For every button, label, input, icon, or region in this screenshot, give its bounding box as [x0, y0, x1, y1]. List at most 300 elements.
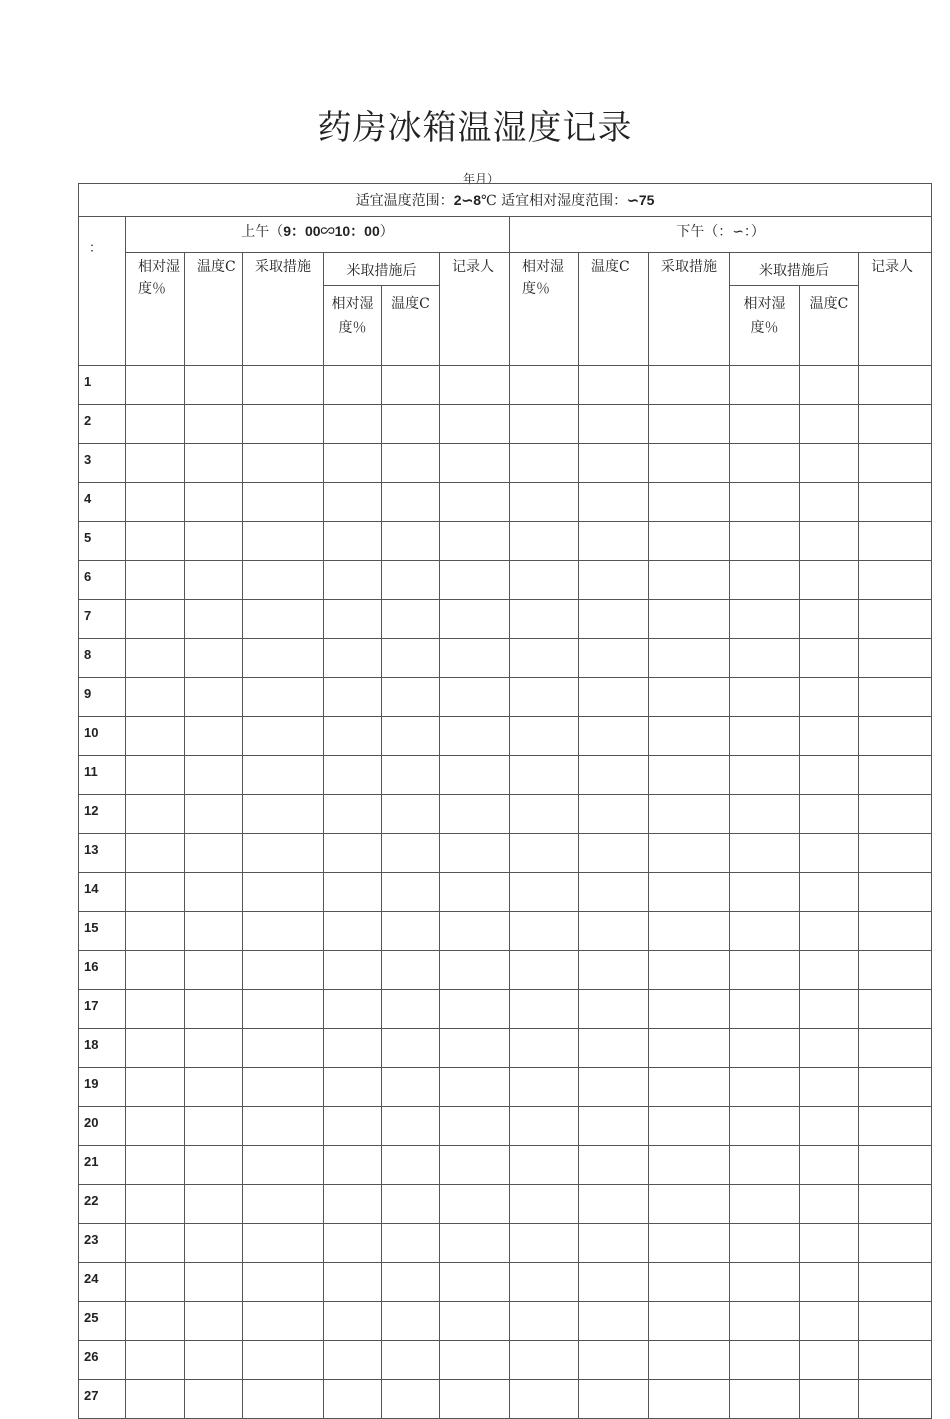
entry-cell[interactable] [730, 912, 800, 951]
entry-cell[interactable] [730, 951, 800, 990]
entry-cell[interactable] [730, 678, 800, 717]
entry-cell[interactable] [859, 951, 932, 990]
entry-cell[interactable] [510, 1263, 579, 1302]
entry-cell[interactable] [579, 912, 649, 951]
entry-cell[interactable] [649, 951, 730, 990]
entry-cell[interactable] [579, 639, 649, 678]
entry-cell[interactable] [324, 366, 382, 405]
entry-cell[interactable] [185, 678, 243, 717]
entry-cell[interactable] [579, 678, 649, 717]
entry-cell[interactable] [243, 1107, 324, 1146]
entry-cell[interactable] [126, 756, 185, 795]
entry-cell[interactable] [800, 1302, 859, 1341]
entry-cell[interactable] [730, 1146, 800, 1185]
entry-cell[interactable] [510, 1224, 579, 1263]
entry-cell[interactable] [730, 1263, 800, 1302]
entry-cell[interactable] [859, 405, 932, 444]
entry-cell[interactable] [324, 912, 382, 951]
entry-cell[interactable] [649, 912, 730, 951]
entry-cell[interactable] [126, 912, 185, 951]
entry-cell[interactable] [649, 1068, 730, 1107]
entry-cell[interactable] [579, 1068, 649, 1107]
entry-cell[interactable] [243, 483, 324, 522]
entry-cell[interactable] [382, 795, 440, 834]
entry-cell[interactable] [382, 951, 440, 990]
entry-cell[interactable] [243, 1302, 324, 1341]
entry-cell[interactable] [859, 561, 932, 600]
entry-cell[interactable] [324, 795, 382, 834]
entry-cell[interactable] [510, 444, 579, 483]
entry-cell[interactable] [730, 795, 800, 834]
entry-cell[interactable] [649, 639, 730, 678]
entry-cell[interactable] [510, 405, 579, 444]
entry-cell[interactable] [126, 600, 185, 639]
entry-cell[interactable] [382, 990, 440, 1029]
entry-cell[interactable] [510, 1185, 579, 1224]
entry-cell[interactable] [243, 990, 324, 1029]
entry-cell[interactable] [185, 795, 243, 834]
entry-cell[interactable] [859, 600, 932, 639]
entry-cell[interactable] [324, 600, 382, 639]
entry-cell[interactable] [649, 834, 730, 873]
entry-cell[interactable] [126, 1068, 185, 1107]
entry-cell[interactable] [579, 873, 649, 912]
entry-cell[interactable] [510, 366, 579, 405]
entry-cell[interactable] [649, 717, 730, 756]
entry-cell[interactable] [649, 600, 730, 639]
entry-cell[interactable] [579, 1380, 649, 1419]
entry-cell[interactable] [243, 522, 324, 561]
entry-cell[interactable] [324, 990, 382, 1029]
entry-cell[interactable] [579, 1107, 649, 1146]
entry-cell[interactable] [649, 405, 730, 444]
entry-cell[interactable] [730, 1224, 800, 1263]
entry-cell[interactable] [579, 1302, 649, 1341]
entry-cell[interactable] [440, 678, 510, 717]
entry-cell[interactable] [800, 912, 859, 951]
entry-cell[interactable] [185, 756, 243, 795]
entry-cell[interactable] [243, 1341, 324, 1380]
entry-cell[interactable] [510, 483, 579, 522]
entry-cell[interactable] [243, 366, 324, 405]
entry-cell[interactable] [243, 951, 324, 990]
entry-cell[interactable] [730, 1068, 800, 1107]
entry-cell[interactable] [859, 483, 932, 522]
entry-cell[interactable] [730, 561, 800, 600]
entry-cell[interactable] [243, 1068, 324, 1107]
entry-cell[interactable] [859, 873, 932, 912]
entry-cell[interactable] [382, 561, 440, 600]
entry-cell[interactable] [185, 912, 243, 951]
entry-cell[interactable] [859, 834, 932, 873]
entry-cell[interactable] [440, 795, 510, 834]
entry-cell[interactable] [800, 483, 859, 522]
entry-cell[interactable] [730, 1302, 800, 1341]
entry-cell[interactable] [243, 834, 324, 873]
entry-cell[interactable] [440, 1224, 510, 1263]
entry-cell[interactable] [730, 405, 800, 444]
entry-cell[interactable] [859, 444, 932, 483]
entry-cell[interactable] [510, 600, 579, 639]
entry-cell[interactable] [185, 1302, 243, 1341]
entry-cell[interactable] [510, 1341, 579, 1380]
entry-cell[interactable] [243, 1263, 324, 1302]
entry-cell[interactable] [382, 1146, 440, 1185]
entry-cell[interactable] [800, 834, 859, 873]
entry-cell[interactable] [440, 1185, 510, 1224]
entry-cell[interactable] [324, 1029, 382, 1068]
entry-cell[interactable] [126, 1146, 185, 1185]
entry-cell[interactable] [243, 717, 324, 756]
entry-cell[interactable] [649, 522, 730, 561]
entry-cell[interactable] [185, 600, 243, 639]
entry-cell[interactable] [800, 1068, 859, 1107]
entry-cell[interactable] [730, 717, 800, 756]
entry-cell[interactable] [800, 1107, 859, 1146]
entry-cell[interactable] [800, 1341, 859, 1380]
entry-cell[interactable] [649, 1185, 730, 1224]
entry-cell[interactable] [126, 639, 185, 678]
entry-cell[interactable] [649, 1146, 730, 1185]
entry-cell[interactable] [579, 561, 649, 600]
entry-cell[interactable] [440, 639, 510, 678]
entry-cell[interactable] [579, 600, 649, 639]
entry-cell[interactable] [126, 561, 185, 600]
entry-cell[interactable] [243, 444, 324, 483]
entry-cell[interactable] [440, 561, 510, 600]
entry-cell[interactable] [800, 717, 859, 756]
entry-cell[interactable] [324, 717, 382, 756]
entry-cell[interactable] [730, 366, 800, 405]
entry-cell[interactable] [510, 639, 579, 678]
entry-cell[interactable] [859, 990, 932, 1029]
entry-cell[interactable] [649, 1380, 730, 1419]
entry-cell[interactable] [440, 1302, 510, 1341]
entry-cell[interactable] [800, 1029, 859, 1068]
entry-cell[interactable] [243, 1224, 324, 1263]
entry-cell[interactable] [859, 1302, 932, 1341]
entry-cell[interactable] [324, 1146, 382, 1185]
entry-cell[interactable] [510, 834, 579, 873]
entry-cell[interactable] [859, 1341, 932, 1380]
entry-cell[interactable] [440, 405, 510, 444]
entry-cell[interactable] [440, 444, 510, 483]
entry-cell[interactable] [510, 756, 579, 795]
entry-cell[interactable] [730, 600, 800, 639]
entry-cell[interactable] [185, 1107, 243, 1146]
entry-cell[interactable] [730, 639, 800, 678]
entry-cell[interactable] [800, 639, 859, 678]
entry-cell[interactable] [579, 405, 649, 444]
entry-cell[interactable] [800, 600, 859, 639]
entry-cell[interactable] [324, 1380, 382, 1419]
entry-cell[interactable] [324, 1302, 382, 1341]
entry-cell[interactable] [382, 444, 440, 483]
entry-cell[interactable] [185, 1029, 243, 1068]
entry-cell[interactable] [859, 1185, 932, 1224]
entry-cell[interactable] [324, 1341, 382, 1380]
entry-cell[interactable] [324, 756, 382, 795]
entry-cell[interactable] [243, 639, 324, 678]
entry-cell[interactable] [859, 717, 932, 756]
entry-cell[interactable] [185, 444, 243, 483]
entry-cell[interactable] [126, 1029, 185, 1068]
entry-cell[interactable] [243, 1185, 324, 1224]
entry-cell[interactable] [579, 756, 649, 795]
entry-cell[interactable] [185, 1224, 243, 1263]
entry-cell[interactable] [382, 1341, 440, 1380]
entry-cell[interactable] [243, 795, 324, 834]
entry-cell[interactable] [649, 444, 730, 483]
entry-cell[interactable] [510, 1068, 579, 1107]
entry-cell[interactable] [859, 1029, 932, 1068]
entry-cell[interactable] [126, 522, 185, 561]
entry-cell[interactable] [126, 717, 185, 756]
entry-cell[interactable] [579, 522, 649, 561]
entry-cell[interactable] [126, 1263, 185, 1302]
entry-cell[interactable] [859, 1107, 932, 1146]
entry-cell[interactable] [440, 522, 510, 561]
entry-cell[interactable] [126, 1341, 185, 1380]
entry-cell[interactable] [126, 444, 185, 483]
entry-cell[interactable] [185, 639, 243, 678]
entry-cell[interactable] [800, 873, 859, 912]
entry-cell[interactable] [800, 1185, 859, 1224]
entry-cell[interactable] [800, 951, 859, 990]
entry-cell[interactable] [382, 717, 440, 756]
entry-cell[interactable] [730, 1107, 800, 1146]
entry-cell[interactable] [579, 717, 649, 756]
entry-cell[interactable] [185, 1263, 243, 1302]
entry-cell[interactable] [185, 1380, 243, 1419]
entry-cell[interactable] [382, 1185, 440, 1224]
entry-cell[interactable] [382, 366, 440, 405]
entry-cell[interactable] [510, 873, 579, 912]
entry-cell[interactable] [579, 366, 649, 405]
entry-cell[interactable] [730, 444, 800, 483]
entry-cell[interactable] [185, 1341, 243, 1380]
entry-cell[interactable] [440, 1068, 510, 1107]
entry-cell[interactable] [730, 1380, 800, 1419]
entry-cell[interactable] [859, 366, 932, 405]
entry-cell[interactable] [649, 1263, 730, 1302]
entry-cell[interactable] [800, 756, 859, 795]
entry-cell[interactable] [382, 1107, 440, 1146]
entry-cell[interactable] [730, 756, 800, 795]
entry-cell[interactable] [324, 444, 382, 483]
entry-cell[interactable] [126, 678, 185, 717]
entry-cell[interactable] [859, 678, 932, 717]
entry-cell[interactable] [324, 1224, 382, 1263]
entry-cell[interactable] [440, 1380, 510, 1419]
entry-cell[interactable] [649, 1107, 730, 1146]
entry-cell[interactable] [382, 834, 440, 873]
entry-cell[interactable] [382, 405, 440, 444]
entry-cell[interactable] [649, 795, 730, 834]
entry-cell[interactable] [440, 873, 510, 912]
entry-cell[interactable] [440, 1146, 510, 1185]
entry-cell[interactable] [185, 405, 243, 444]
entry-cell[interactable] [382, 756, 440, 795]
entry-cell[interactable] [859, 1380, 932, 1419]
entry-cell[interactable] [649, 1302, 730, 1341]
entry-cell[interactable] [649, 873, 730, 912]
entry-cell[interactable] [185, 990, 243, 1029]
entry-cell[interactable] [440, 1029, 510, 1068]
entry-cell[interactable] [243, 600, 324, 639]
entry-cell[interactable] [800, 1146, 859, 1185]
entry-cell[interactable] [243, 912, 324, 951]
entry-cell[interactable] [382, 522, 440, 561]
entry-cell[interactable] [185, 561, 243, 600]
entry-cell[interactable] [859, 1146, 932, 1185]
entry-cell[interactable] [859, 795, 932, 834]
entry-cell[interactable] [382, 912, 440, 951]
entry-cell[interactable] [800, 678, 859, 717]
entry-cell[interactable] [649, 366, 730, 405]
entry-cell[interactable] [800, 1380, 859, 1419]
entry-cell[interactable] [579, 1341, 649, 1380]
entry-cell[interactable] [510, 678, 579, 717]
entry-cell[interactable] [126, 834, 185, 873]
entry-cell[interactable] [126, 1107, 185, 1146]
entry-cell[interactable] [185, 366, 243, 405]
entry-cell[interactable] [440, 366, 510, 405]
entry-cell[interactable] [859, 1224, 932, 1263]
entry-cell[interactable] [185, 1146, 243, 1185]
entry-cell[interactable] [126, 366, 185, 405]
entry-cell[interactable] [185, 522, 243, 561]
entry-cell[interactable] [859, 756, 932, 795]
entry-cell[interactable] [440, 717, 510, 756]
entry-cell[interactable] [800, 561, 859, 600]
entry-cell[interactable] [510, 522, 579, 561]
entry-cell[interactable] [382, 600, 440, 639]
entry-cell[interactable] [382, 639, 440, 678]
entry-cell[interactable] [440, 756, 510, 795]
entry-cell[interactable] [440, 990, 510, 1029]
entry-cell[interactable] [324, 1185, 382, 1224]
entry-cell[interactable] [859, 1263, 932, 1302]
entry-cell[interactable] [243, 873, 324, 912]
entry-cell[interactable] [126, 1224, 185, 1263]
entry-cell[interactable] [649, 1029, 730, 1068]
entry-cell[interactable] [382, 1380, 440, 1419]
entry-cell[interactable] [800, 1224, 859, 1263]
entry-cell[interactable] [649, 483, 730, 522]
entry-cell[interactable] [243, 405, 324, 444]
entry-cell[interactable] [440, 1263, 510, 1302]
entry-cell[interactable] [324, 1068, 382, 1107]
entry-cell[interactable] [324, 678, 382, 717]
entry-cell[interactable] [324, 834, 382, 873]
entry-cell[interactable] [382, 678, 440, 717]
entry-cell[interactable] [730, 1029, 800, 1068]
entry-cell[interactable] [126, 795, 185, 834]
entry-cell[interactable] [510, 912, 579, 951]
entry-cell[interactable] [859, 639, 932, 678]
entry-cell[interactable] [440, 1341, 510, 1380]
entry-cell[interactable] [730, 522, 800, 561]
entry-cell[interactable] [324, 483, 382, 522]
entry-cell[interactable] [800, 1263, 859, 1302]
entry-cell[interactable] [126, 1302, 185, 1341]
entry-cell[interactable] [126, 990, 185, 1029]
entry-cell[interactable] [440, 951, 510, 990]
entry-cell[interactable] [126, 405, 185, 444]
entry-cell[interactable] [730, 1341, 800, 1380]
entry-cell[interactable] [510, 951, 579, 990]
entry-cell[interactable] [579, 795, 649, 834]
entry-cell[interactable] [800, 405, 859, 444]
entry-cell[interactable] [126, 483, 185, 522]
entry-cell[interactable] [324, 873, 382, 912]
entry-cell[interactable] [649, 1224, 730, 1263]
entry-cell[interactable] [510, 1107, 579, 1146]
entry-cell[interactable] [579, 990, 649, 1029]
entry-cell[interactable] [440, 1107, 510, 1146]
entry-cell[interactable] [649, 1341, 730, 1380]
entry-cell[interactable] [730, 1185, 800, 1224]
entry-cell[interactable] [324, 639, 382, 678]
entry-cell[interactable] [510, 1146, 579, 1185]
entry-cell[interactable] [382, 1263, 440, 1302]
entry-cell[interactable] [579, 834, 649, 873]
entry-cell[interactable] [382, 1224, 440, 1263]
entry-cell[interactable] [730, 834, 800, 873]
entry-cell[interactable] [649, 756, 730, 795]
entry-cell[interactable] [324, 561, 382, 600]
entry-cell[interactable] [382, 483, 440, 522]
entry-cell[interactable] [126, 1185, 185, 1224]
entry-cell[interactable] [243, 1029, 324, 1068]
entry-cell[interactable] [382, 1302, 440, 1341]
entry-cell[interactable] [440, 912, 510, 951]
entry-cell[interactable] [579, 1263, 649, 1302]
entry-cell[interactable] [185, 1068, 243, 1107]
entry-cell[interactable] [126, 1380, 185, 1419]
entry-cell[interactable] [800, 795, 859, 834]
entry-cell[interactable] [800, 366, 859, 405]
entry-cell[interactable] [649, 561, 730, 600]
entry-cell[interactable] [324, 1107, 382, 1146]
entry-cell[interactable] [859, 522, 932, 561]
entry-cell[interactable] [185, 834, 243, 873]
entry-cell[interactable] [243, 678, 324, 717]
entry-cell[interactable] [185, 951, 243, 990]
entry-cell[interactable] [510, 717, 579, 756]
entry-cell[interactable] [440, 600, 510, 639]
entry-cell[interactable] [859, 912, 932, 951]
entry-cell[interactable] [730, 990, 800, 1029]
entry-cell[interactable] [324, 1263, 382, 1302]
entry-cell[interactable] [649, 990, 730, 1029]
entry-cell[interactable] [510, 561, 579, 600]
entry-cell[interactable] [185, 1185, 243, 1224]
entry-cell[interactable] [579, 444, 649, 483]
entry-cell[interactable] [579, 1146, 649, 1185]
entry-cell[interactable] [649, 678, 730, 717]
entry-cell[interactable] [579, 483, 649, 522]
entry-cell[interactable] [579, 1224, 649, 1263]
entry-cell[interactable] [440, 483, 510, 522]
entry-cell[interactable] [730, 483, 800, 522]
entry-cell[interactable] [510, 1380, 579, 1419]
entry-cell[interactable] [243, 1146, 324, 1185]
entry-cell[interactable] [579, 951, 649, 990]
entry-cell[interactable] [800, 522, 859, 561]
entry-cell[interactable] [859, 1068, 932, 1107]
